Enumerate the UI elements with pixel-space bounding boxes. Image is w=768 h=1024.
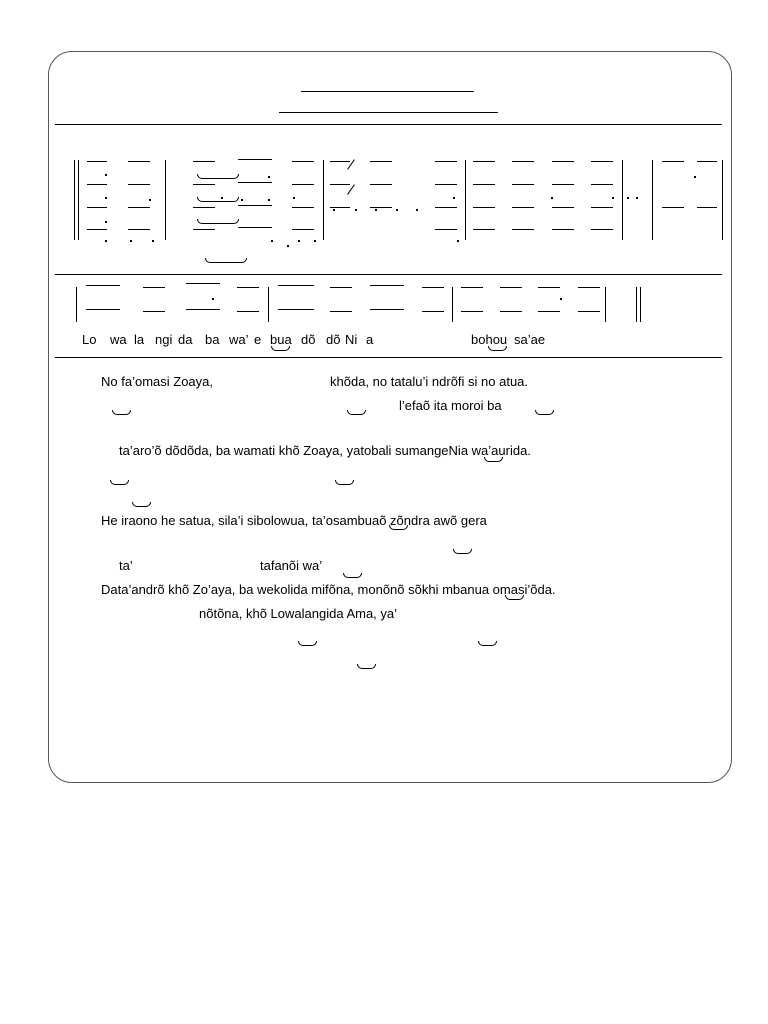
lyric-syllable: dõ bbox=[326, 332, 341, 347]
note-dash bbox=[500, 287, 522, 288]
note-dash bbox=[330, 311, 352, 312]
note-dash bbox=[473, 229, 495, 230]
note-dash bbox=[552, 161, 574, 162]
slur-mark bbox=[488, 346, 507, 351]
bar-line bbox=[268, 287, 269, 322]
end-bar-line bbox=[640, 287, 641, 322]
bar-line bbox=[605, 287, 606, 322]
note-dash bbox=[538, 311, 560, 312]
tie-mark bbox=[205, 258, 247, 263]
slur-mark bbox=[478, 641, 497, 646]
note-dash bbox=[578, 287, 600, 288]
octave-dot bbox=[105, 174, 107, 176]
octave-dot bbox=[105, 221, 107, 223]
octave-dot bbox=[355, 209, 357, 211]
octave-dot bbox=[293, 197, 295, 199]
note-dash bbox=[473, 184, 495, 185]
slur-mark bbox=[347, 410, 366, 415]
note-dash bbox=[292, 229, 314, 230]
lyric-syllable: ba bbox=[205, 332, 220, 347]
subtitle-line bbox=[279, 112, 498, 113]
slur-mark bbox=[535, 410, 554, 415]
slur-mark bbox=[357, 664, 376, 669]
note-dash bbox=[186, 309, 220, 310]
verse-2-line-2a: ta’ bbox=[119, 558, 133, 573]
verse-2-line-2b: tafanõi wa’ bbox=[260, 558, 323, 573]
bar-line bbox=[652, 160, 653, 240]
note-dash bbox=[370, 184, 392, 185]
note-dash bbox=[435, 184, 457, 185]
note-dash bbox=[193, 229, 215, 230]
note-dash bbox=[330, 184, 350, 185]
note-dash bbox=[370, 207, 392, 208]
octave-dot bbox=[268, 176, 270, 178]
octave-dot bbox=[271, 240, 273, 242]
lyric-syllable: dõ bbox=[301, 332, 316, 347]
note-dash bbox=[128, 207, 150, 208]
double-bar-line bbox=[78, 160, 79, 240]
note-dash bbox=[591, 184, 613, 185]
lyric-syllable: la bbox=[134, 332, 145, 347]
note-dash bbox=[86, 309, 120, 310]
octave-dot bbox=[314, 240, 316, 242]
bar-line bbox=[622, 160, 623, 240]
note-dash bbox=[278, 285, 314, 286]
note-dash bbox=[238, 159, 272, 160]
octave-dot bbox=[453, 197, 455, 199]
note-dash bbox=[512, 184, 534, 185]
slur-mark bbox=[343, 573, 362, 578]
lyric-syllable: ngi bbox=[155, 332, 173, 347]
slur-mark bbox=[335, 480, 354, 485]
note-dash bbox=[578, 311, 600, 312]
tie-mark bbox=[197, 174, 239, 179]
verse-2-line-1: He iraono he satua, sila’i sibolowua, ta’osambuaõ zõndra awõ gera bbox=[101, 513, 487, 528]
octave-dot bbox=[694, 176, 696, 178]
verse-3-line-2: nõtõna, khõ Lowalangida Ama, ya’ bbox=[199, 606, 398, 621]
bar-line bbox=[465, 160, 466, 240]
note-dash bbox=[193, 161, 215, 162]
note-dash bbox=[86, 285, 120, 286]
note-dash bbox=[662, 161, 684, 162]
note-dash bbox=[237, 311, 259, 312]
octave-dot bbox=[152, 240, 154, 242]
note-dash bbox=[422, 287, 444, 288]
note-dash bbox=[538, 287, 560, 288]
slur-mark bbox=[453, 549, 472, 554]
tie-mark bbox=[197, 197, 239, 202]
slur-mark bbox=[389, 525, 408, 530]
note-dash bbox=[238, 182, 272, 183]
note-dash bbox=[87, 207, 107, 208]
octave-dot bbox=[298, 240, 300, 242]
bar-line bbox=[76, 287, 77, 322]
octave-dot bbox=[551, 197, 553, 199]
note-dash bbox=[370, 161, 392, 162]
octave-dot bbox=[396, 209, 398, 211]
note-dash bbox=[435, 207, 457, 208]
slur-mark bbox=[132, 502, 151, 507]
note-dash bbox=[473, 161, 495, 162]
lyric-syllable: Lo bbox=[82, 332, 97, 347]
note-dash bbox=[292, 161, 314, 162]
note-dash bbox=[87, 184, 107, 185]
separator-2 bbox=[55, 274, 722, 275]
note-dash bbox=[473, 207, 495, 208]
note-dash bbox=[435, 229, 457, 230]
octave-dot bbox=[416, 209, 418, 211]
note-dash bbox=[238, 205, 272, 206]
lyric-syllable: e bbox=[254, 332, 262, 347]
lyric-syllable: a bbox=[366, 332, 374, 347]
octave-dot bbox=[212, 298, 214, 300]
note-dash bbox=[370, 285, 404, 286]
note-dash bbox=[552, 229, 574, 230]
octave-dot bbox=[560, 298, 562, 300]
note-dash bbox=[128, 184, 150, 185]
note-dash bbox=[422, 311, 444, 312]
note-dash bbox=[552, 207, 574, 208]
note-dash bbox=[435, 161, 457, 162]
note-dash bbox=[512, 161, 534, 162]
note-dash bbox=[143, 287, 165, 288]
octave-dot bbox=[105, 240, 107, 242]
note-dash bbox=[87, 161, 107, 162]
lyric-syllable: bohou bbox=[471, 332, 508, 347]
octave-dot bbox=[612, 197, 614, 199]
lyric-syllable: wa’ bbox=[229, 332, 249, 347]
octave-dot bbox=[105, 197, 107, 199]
note-dash bbox=[330, 207, 350, 208]
verse-1-line-1a: No fa’omasi Zoaya, bbox=[101, 374, 213, 389]
note-dash bbox=[330, 161, 350, 162]
slur-mark bbox=[298, 641, 317, 646]
octave-dot bbox=[333, 209, 335, 211]
note-dash bbox=[697, 161, 717, 162]
lyric-syllable: wa bbox=[110, 332, 127, 347]
note-dash bbox=[330, 287, 352, 288]
note-dash bbox=[591, 207, 613, 208]
octave-dot bbox=[268, 199, 270, 201]
note-dash bbox=[292, 184, 314, 185]
slur-mark bbox=[505, 595, 524, 600]
bar-line bbox=[452, 287, 453, 322]
lyric-syllable: bua bbox=[270, 332, 292, 347]
end-bar-line bbox=[722, 160, 723, 240]
bar-line bbox=[323, 160, 324, 240]
note-dash bbox=[461, 287, 483, 288]
note-dash bbox=[128, 161, 150, 162]
tie-mark bbox=[197, 219, 239, 224]
octave-dot bbox=[457, 240, 459, 242]
octave-dot bbox=[627, 197, 629, 199]
note-dash bbox=[512, 207, 534, 208]
octave-dot bbox=[241, 199, 243, 201]
note-dash bbox=[237, 287, 259, 288]
slur-mark bbox=[110, 480, 129, 485]
note-dash bbox=[500, 311, 522, 312]
verse-1-line-2: l’efaõ ita moroi ba bbox=[399, 398, 502, 413]
note-dash bbox=[292, 207, 314, 208]
octave-dot bbox=[375, 209, 377, 211]
octave-dot bbox=[221, 197, 223, 199]
octave-dot bbox=[149, 199, 151, 201]
note-dash bbox=[128, 229, 150, 230]
double-bar-line bbox=[74, 160, 75, 240]
note-dash bbox=[591, 161, 613, 162]
lyric-syllable: da bbox=[178, 332, 193, 347]
end-bar-line bbox=[636, 287, 637, 322]
note-dash bbox=[193, 207, 215, 208]
verse-1-line-3: ta’aro’õ dõdõda, ba wamati khõ Zoaya, yatobali sumangeNia wa’aurida. bbox=[119, 443, 531, 458]
separator-1 bbox=[55, 124, 722, 125]
note-dash bbox=[591, 229, 613, 230]
note-dash bbox=[87, 229, 107, 230]
note-dash bbox=[278, 309, 314, 310]
bar-line bbox=[165, 160, 166, 240]
note-dash bbox=[143, 311, 165, 312]
note-dash bbox=[662, 207, 684, 208]
lyric-syllable: sa’ae bbox=[514, 332, 546, 347]
slur-mark bbox=[112, 410, 131, 415]
note-dash bbox=[370, 309, 404, 310]
separator-3 bbox=[55, 357, 722, 358]
slur-mark bbox=[271, 346, 290, 351]
note-dash bbox=[186, 283, 220, 284]
note-dash bbox=[238, 227, 272, 228]
note-dash bbox=[461, 311, 483, 312]
slur-mark bbox=[484, 457, 503, 462]
note-dash bbox=[697, 207, 717, 208]
title-line bbox=[301, 91, 474, 92]
octave-dot bbox=[130, 240, 132, 242]
note-dash bbox=[193, 184, 215, 185]
verse-1-line-1b: khõda, no tatalu’i ndrõfi si no atua. bbox=[330, 374, 529, 389]
octave-dot bbox=[287, 245, 289, 247]
note-dash bbox=[512, 229, 534, 230]
verse-3-line-1: Data’andrõ khõ Zo’aya, ba wekolida mifõna, monõnõ sõkhi mbanua omasi’õda. bbox=[101, 582, 556, 597]
lyric-syllable: Ni bbox=[345, 332, 358, 347]
octave-dot bbox=[636, 197, 638, 199]
note-dash bbox=[552, 184, 574, 185]
